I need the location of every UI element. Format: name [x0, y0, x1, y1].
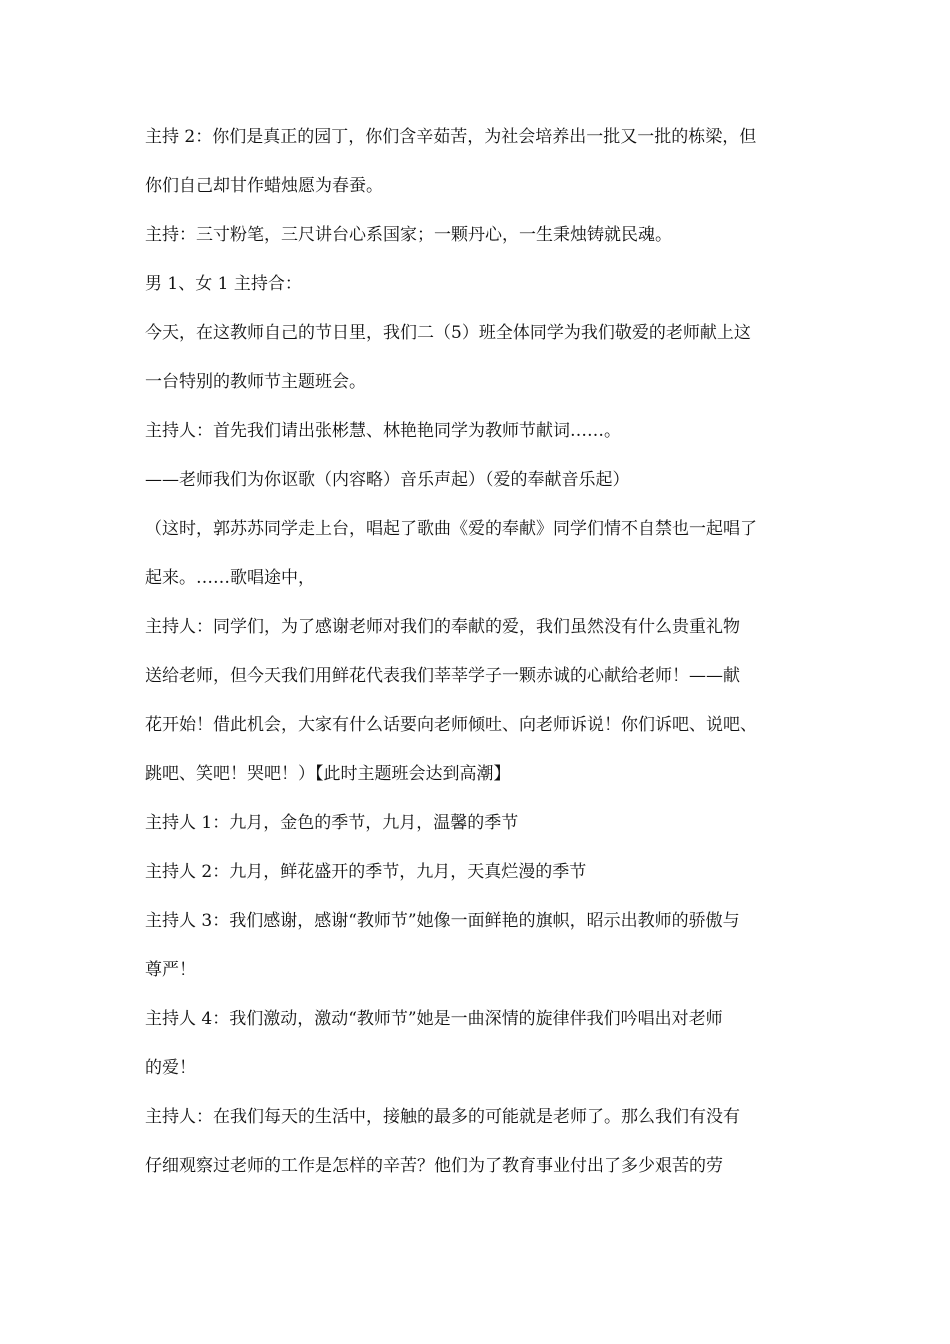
text-line: 主持人：同学们，为了感谢老师对我们的奉献的爱，我们虽然没有什么贵重礼物: [145, 617, 740, 637]
text-line: 主持：三寸粉笔，三尺讲台心系国家；一颗丹心，一生秉烛铸就民魂。: [145, 225, 672, 245]
text-line: 主持人 4：我们激动，激动“教师节”她是一曲深情的旋律伴我们吟唱出对老师: [145, 1009, 723, 1029]
text-line: 你们自己却甘作蜡烛愿为春蚕。: [145, 176, 383, 196]
document-body: [145, 118, 810, 1196]
text-line: 仔细观察过老师的工作是怎样的辛苦？他们为了教育事业付出了多少艰苦的劳: [145, 1156, 723, 1176]
text-line: 男 1、女 1 主持合：: [145, 274, 302, 294]
text-line: ——老师我们为你讴歌（内容略）音乐声起）（爱的奉献音乐起）: [145, 470, 630, 490]
text-line: 今天，在这教师自己的节日里，我们二（5）班全体同学为我们敬爱的老师献上这: [145, 323, 751, 343]
text-line: 主持 2：你们是真正的园丁，你们含辛茹苦，为社会培养出一批又一批的栋梁，但: [145, 127, 757, 147]
text-line: 送给老师，但今天我们用鲜花代表我们莘莘学子一颗赤诚的心献给老师！——献: [145, 666, 740, 686]
text-line: 主持人 1：九月，金色的季节，九月，温馨的季节: [145, 813, 519, 833]
text-line: 的爱！: [145, 1058, 196, 1078]
text-line: 主持人：在我们每天的生活中，接触的最多的可能就是老师了。那么我们有没有: [145, 1107, 740, 1127]
text-line: 主持人：首先我们请出张彬慧、林艳艳同学为教师节献词……。: [145, 421, 621, 441]
text-line: 花开始！借此机会，大家有什么话要向老师倾吐、向老师诉说！你们诉吧、说吧、: [145, 715, 757, 735]
text-line: 尊严！: [145, 960, 196, 980]
text-line: （这时，郭苏苏同学走上台，唱起了歌曲《爱的奉献》同学们情不自禁也一起唱了: [145, 519, 757, 539]
text-line: 一台特别的教师节主题班会。: [145, 372, 366, 392]
text-line: 起来。……歌唱途中，: [145, 568, 315, 588]
text-line: 主持人 3：我们感谢，感谢“教师节”她像一面鲜艳的旗帜，昭示出教师的骄傲与: [145, 911, 740, 931]
text-line: 主持人 2：九月，鲜花盛开的季节，九月，天真烂漫的季节: [145, 862, 587, 882]
text-line: 跳吧、笑吧！哭吧！）【此时主题班会达到高潮】: [145, 764, 511, 784]
